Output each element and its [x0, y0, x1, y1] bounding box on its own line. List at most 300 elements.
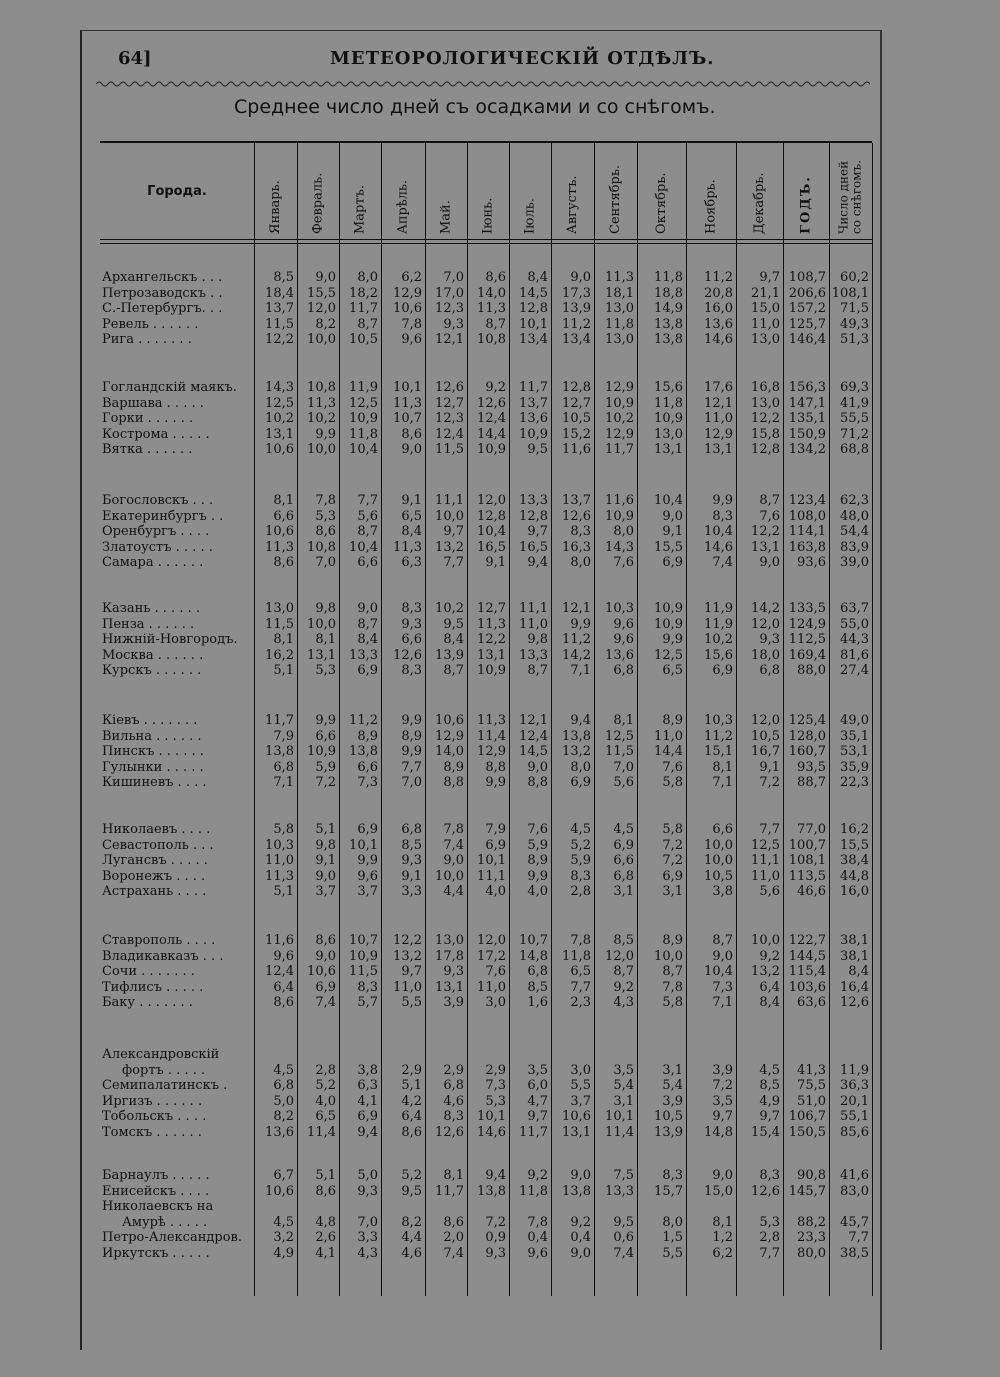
table-cell: 8,0	[357, 270, 378, 285]
table-cell: 10,2	[265, 411, 294, 426]
table-cell: 55,0	[840, 616, 869, 632]
table-cell: 13,1	[654, 442, 683, 457]
table-cell: 13,7	[265, 301, 294, 316]
table-cell: 71,2	[840, 426, 869, 442]
table-cell: 8,3	[401, 601, 422, 616]
table-cell: 10,6	[307, 964, 336, 979]
table-cell: 8,5	[273, 270, 294, 285]
table-cell: 9,6	[527, 1245, 548, 1261]
table-cell: 13,7	[519, 395, 548, 411]
table-cell: 7,7	[759, 822, 780, 837]
table-cell: 11,3	[265, 539, 294, 555]
table-cell: 12,7	[435, 395, 464, 411]
table-cell: 9,3	[443, 964, 464, 979]
table-cell: 6,6	[273, 508, 294, 524]
city-name: Гулынки . . . . .	[102, 759, 204, 775]
table-cell: 6,9	[315, 979, 336, 995]
table-cell: 3,1	[662, 1062, 683, 1078]
table-cell: 8,7	[357, 524, 378, 539]
table-cell: 8,6	[273, 995, 294, 1010]
table-cell: 12,9	[393, 285, 422, 301]
table-cell: 13,8	[265, 744, 294, 759]
table-cell: 3,5	[527, 1062, 548, 1078]
table-cell: 81,6	[840, 647, 869, 663]
table-cell: 11,7	[519, 380, 548, 395]
table-cell: 8,9	[662, 933, 683, 948]
table-cell: 5,1	[315, 1168, 336, 1183]
table-cell: 5,2	[401, 1168, 422, 1183]
table-cell: 0,6	[613, 1230, 634, 1245]
table-cell: 3,9	[443, 995, 464, 1010]
table-cell: 10,0	[435, 508, 464, 524]
table-cell: 6,8	[759, 663, 780, 678]
table-cell: 10,6	[265, 442, 294, 457]
table-cell: 8,6	[273, 555, 294, 570]
table-cell: 12,3	[435, 411, 464, 426]
table-cell: 13,8	[562, 1183, 591, 1199]
table-cell: 12,5	[654, 647, 683, 663]
table-cell: 60,2	[840, 270, 869, 285]
table-cell: 4,5	[570, 822, 591, 837]
table-cell: 6,4	[401, 1109, 422, 1124]
table-cell: 12,9	[605, 380, 634, 395]
table-cell: 17,8	[435, 948, 464, 964]
table-cell: 7,0	[401, 775, 422, 790]
table-cell: 9,7	[527, 1109, 548, 1124]
table-cell: 9,0	[315, 868, 336, 884]
table-cell: 13,8	[654, 332, 683, 347]
table-cell: 2,9	[443, 1062, 464, 1078]
table-cell: 9,3	[357, 1183, 378, 1199]
table-cell: 12,7	[562, 395, 591, 411]
table-cell: 7,0	[443, 270, 464, 285]
table-cell: 12,2	[477, 632, 506, 647]
table-cell: 10,8	[307, 539, 336, 555]
table-cell: 5,5	[401, 995, 422, 1010]
table-cell: 12,6	[435, 380, 464, 395]
table-cell: 9,3	[443, 316, 464, 332]
table-cell: 9,7	[527, 524, 548, 539]
table-cell: 8,7	[527, 663, 548, 678]
table-cell: 10,7	[393, 411, 422, 426]
table-cell: 128,0	[788, 728, 826, 744]
table-cell: 13,1	[435, 979, 464, 995]
table-cell: 12,8	[519, 301, 548, 316]
table-cell: 10,4	[349, 539, 378, 555]
table-cell: 44,3	[840, 632, 869, 647]
table-cell: 51,0	[797, 1093, 826, 1109]
table-cell: 8,3	[357, 979, 378, 995]
table-cell: 10,6	[562, 1109, 591, 1124]
table-cell: 18,4	[265, 285, 294, 301]
table-cell: 10,4	[477, 524, 506, 539]
city-name: Семипалатинскъ .	[102, 1078, 228, 1093]
table-cell: 6,6	[613, 853, 634, 868]
table-cell: 9,0	[712, 948, 733, 964]
table-cell: 6,9	[357, 663, 378, 678]
table-cell: 11,2	[562, 632, 591, 647]
table-cell: 7,7	[443, 555, 464, 570]
table-cell: 11,7	[605, 442, 634, 457]
table-cell: 8,1	[273, 632, 294, 647]
table-cell: 100,7	[788, 837, 826, 853]
table-cell: 88,2	[797, 1214, 826, 1230]
table-cell: 7,3	[357, 775, 378, 790]
table-cell: 12,1	[435, 332, 464, 347]
column-header-4: Апрѣль.	[395, 179, 411, 234]
table-cell: 12,1	[704, 395, 733, 411]
table-cell: 10,6	[265, 1183, 294, 1199]
table-cell: 8,6	[315, 933, 336, 948]
table-cell: 4,0	[315, 1093, 336, 1109]
city-name: Барнаулъ . . . . .	[102, 1168, 210, 1183]
table-cell: 10,5	[704, 868, 733, 884]
table-cell: 7,1	[570, 663, 591, 678]
table-cell: 8,7	[485, 316, 506, 332]
table-cell: 4,6	[401, 1245, 422, 1261]
table-cell: 2,6	[315, 1230, 336, 1245]
table-cell: 3,7	[570, 1093, 591, 1109]
table-cell: 8,6	[443, 1214, 464, 1230]
table-cell: 5,3	[485, 1093, 506, 1109]
city-name: Рига . . . . . . .	[102, 332, 192, 347]
city-name: Кострома . . . . .	[102, 426, 210, 442]
table-cell: 10,4	[654, 493, 683, 508]
table-cell: 10,2	[307, 411, 336, 426]
table-cell: 49,0	[840, 713, 869, 728]
table-cell: 3,2	[273, 1230, 294, 1245]
table-cell: 7,2	[759, 775, 780, 790]
table-cell: 11,0	[519, 616, 548, 632]
table-cell: 7,1	[273, 775, 294, 790]
table-cell: 157,2	[788, 301, 826, 316]
city-name: Оренбургъ . . . .	[102, 524, 210, 539]
table-cell: 3,5	[613, 1062, 634, 1078]
table-cell: 10,9	[654, 601, 683, 616]
city-name: Петрозаводскъ . .	[102, 285, 223, 301]
table-cell: 4,3	[357, 1245, 378, 1261]
table-cell: 11,3	[265, 868, 294, 884]
table-cell: 35,1	[840, 728, 869, 744]
table-cell: 5,1	[273, 663, 294, 678]
table-cell: 7,2	[712, 1078, 733, 1093]
city-name: Казань . . . . . .	[102, 601, 200, 616]
table-cell: 7,4	[443, 1245, 464, 1261]
city-name: Николаевскъ на	[102, 1199, 214, 1214]
table-cell: 13,9	[435, 647, 464, 663]
table-cell: 8,7	[357, 316, 378, 332]
table-cell: 11,6	[265, 933, 294, 948]
column-header-13: ГОДЪ.	[798, 175, 814, 234]
city-name: Екатеринбургъ . .	[102, 508, 224, 524]
table-cell: 113,5	[788, 868, 826, 884]
table-cell: 8,3	[712, 508, 733, 524]
table-cell: 10,8	[477, 332, 506, 347]
table-cell: 4,7	[527, 1093, 548, 1109]
table-cell: 11,0	[477, 979, 506, 995]
table-cell: 8,3	[662, 1168, 683, 1183]
table-cell: 13,4	[519, 332, 548, 347]
table-cell: 15,2	[562, 426, 591, 442]
table-cell: 9,3	[759, 632, 780, 647]
table-cell: 8,7	[613, 964, 634, 979]
table-cell: 11,9	[349, 380, 378, 395]
table-cell: 11,2	[562, 316, 591, 332]
city-name: Тобольскъ . . . .	[102, 1109, 207, 1124]
table-cell: 8,1	[273, 493, 294, 508]
table-cell: 8,0	[662, 1214, 683, 1230]
table-cell: 11,7	[265, 713, 294, 728]
table-cell: 11,0	[704, 411, 733, 426]
table-cell: 13,9	[562, 301, 591, 316]
table-cell: 13,1	[265, 426, 294, 442]
table-cell: 12,8	[562, 380, 591, 395]
header-rule-double	[100, 243, 872, 244]
table-cell: 9,9	[315, 426, 336, 442]
table-cell: 11,9	[704, 616, 733, 632]
table-cell: 13,3	[519, 647, 548, 663]
table-cell: 88,0	[797, 663, 826, 678]
table-cell: 9,7	[759, 270, 780, 285]
table-cell: 10,9	[477, 663, 506, 678]
table-cell: 12,6	[840, 995, 869, 1010]
table-cell: 9,1	[759, 759, 780, 775]
table-cell: 5,9	[527, 837, 548, 853]
table-cell: 12,6	[751, 1183, 780, 1199]
table-cell: 6,6	[712, 822, 733, 837]
table-cell: 9,0	[315, 270, 336, 285]
table-cell: 14,4	[654, 744, 683, 759]
table-cell: 12,5	[265, 395, 294, 411]
table-cell: 13,2	[751, 964, 780, 979]
table-cell: 10,9	[477, 442, 506, 457]
table-cell: 2,8	[759, 1230, 780, 1245]
table-cell: 12,5	[751, 837, 780, 853]
table-cell: 5,3	[759, 1214, 780, 1230]
table-cell: 8,5	[613, 933, 634, 948]
table-cell: 11,3	[393, 395, 422, 411]
table-cell: 13,2	[562, 744, 591, 759]
table-cell: 77,0	[797, 822, 826, 837]
table-cell: 14,5	[519, 285, 548, 301]
table-cell: 38,5	[840, 1245, 869, 1261]
table-cell: 1,5	[662, 1230, 683, 1245]
table-cell: 8,4	[443, 632, 464, 647]
table-cell: 4,8	[315, 1214, 336, 1230]
table-cell: 5,1	[315, 822, 336, 837]
table-cell: 0,4	[570, 1230, 591, 1245]
table-cell: 12,4	[265, 964, 294, 979]
table-cell: 14,0	[435, 744, 464, 759]
table-cell: 93,6	[797, 555, 826, 570]
table-cell: 7,1	[712, 775, 733, 790]
table-cell: 11,0	[654, 728, 683, 744]
table-cell: 7,8	[401, 316, 422, 332]
table-cell: 11,8	[654, 270, 683, 285]
table-cell: 125,7	[788, 316, 826, 332]
table-cell: 6,8	[613, 663, 634, 678]
table-cell: 6,6	[401, 632, 422, 647]
table-cell: 6,8	[443, 1078, 464, 1093]
table-cell: 6,9	[712, 663, 733, 678]
table-cell: 3,1	[613, 1093, 634, 1109]
table-cell: 2,8	[570, 884, 591, 899]
table-cell: 8,4	[527, 270, 548, 285]
table-cell: 41,9	[840, 395, 869, 411]
table-cell: 51,3	[840, 332, 869, 347]
table-cell: 10,1	[393, 380, 422, 395]
table-cell: 7,2	[485, 1214, 506, 1230]
table-cell: 11,6	[605, 493, 634, 508]
city-name: Нижній-Новгородъ.	[102, 632, 238, 647]
table-cell: 7,6	[485, 964, 506, 979]
city-name: Кіевъ . . . . . . .	[102, 713, 198, 728]
table-cell: 13,8	[654, 316, 683, 332]
city-name: Севастополь . . .	[102, 837, 214, 853]
table-cell: 13,3	[519, 493, 548, 508]
table-cell: 27,4	[840, 663, 869, 678]
table-cell: 7,8	[570, 933, 591, 948]
city-name: Гогландскій маякъ.	[102, 380, 237, 395]
table-cell: 3,5	[712, 1093, 733, 1109]
table-cell: 9,4	[485, 1168, 506, 1183]
table-cell: 13,3	[349, 647, 378, 663]
table-cell: 10,6	[265, 524, 294, 539]
table-cell: 10,0	[704, 853, 733, 868]
table-cell: 15,7	[654, 1183, 683, 1199]
table-cell: 8,9	[357, 728, 378, 744]
table-cell: 103,6	[788, 979, 826, 995]
table-cell: 7,8	[662, 979, 683, 995]
table-cell: 16,3	[562, 539, 591, 555]
table-cell: 9,9	[570, 616, 591, 632]
table-cell: 4,5	[759, 1062, 780, 1078]
table-cell: 8,7	[357, 616, 378, 632]
table-cell: 11,4	[605, 1124, 634, 1140]
table-cell: 11,2	[349, 713, 378, 728]
table-cell: 7,8	[443, 822, 464, 837]
table-cell: 12,6	[477, 395, 506, 411]
table-cell: 90,8	[797, 1168, 826, 1183]
table-cell: 9,1	[401, 493, 422, 508]
table-cell: 10,1	[477, 1109, 506, 1124]
table-cell: 7,3	[712, 979, 733, 995]
table-cell: 11,3	[393, 539, 422, 555]
table-cell: 9,9	[315, 713, 336, 728]
table-cell: 15,6	[654, 380, 683, 395]
table-cell: 41,6	[840, 1168, 869, 1183]
table-cell: 10,2	[435, 601, 464, 616]
table-cell: 16,2	[840, 822, 869, 837]
table-cell: 5,6	[357, 508, 378, 524]
city-name: Петро-Александров.	[102, 1230, 242, 1245]
table-cell: 15,5	[654, 539, 683, 555]
table-cell: 14,2	[751, 601, 780, 616]
city-name-continued: Амурѣ . . . . .	[122, 1214, 208, 1230]
city-name: Астрахань . . . .	[102, 884, 207, 899]
table-cell: 10,9	[307, 744, 336, 759]
table-cell: 10,9	[605, 395, 634, 411]
table-cell: 11,4	[307, 1124, 336, 1140]
city-name: Вильна . . . . . .	[102, 728, 202, 744]
table-cell: 2,8	[315, 1062, 336, 1078]
table-cell: 9,7	[401, 964, 422, 979]
table-cell: 10,0	[654, 948, 683, 964]
table-cell: 14,0	[477, 285, 506, 301]
column-rule	[872, 143, 873, 1296]
table-cell: 10,4	[349, 442, 378, 457]
table-cell: 48,0	[840, 508, 869, 524]
table-cell: 0,4	[527, 1230, 548, 1245]
table-cell: 55,1	[840, 1109, 869, 1124]
city-name: Ставрополь . . . .	[102, 933, 216, 948]
table-cell: 10,4	[704, 964, 733, 979]
table-cell: 18,8	[654, 285, 683, 301]
table-cell: 18,2	[349, 285, 378, 301]
table-cell: 41,3	[797, 1062, 826, 1078]
table-cell: 15,0	[704, 1183, 733, 1199]
table-cell: 9,3	[401, 616, 422, 632]
table-cell: 122,7	[788, 933, 826, 948]
table-cell: 15,4	[751, 1124, 780, 1140]
table-cell: 11,0	[265, 853, 294, 868]
page-number: 64]	[118, 48, 152, 69]
table-cell: 8,9	[401, 728, 422, 744]
table-cell: 11,5	[265, 316, 294, 332]
city-name: Иргизъ . . . . . .	[102, 1093, 203, 1109]
table-cell: 10,6	[435, 713, 464, 728]
table-cell: 13,7	[562, 493, 591, 508]
table-cell: 63,7	[840, 601, 869, 616]
table-cell: 13,0	[654, 426, 683, 442]
table-cell: 10,1	[605, 1109, 634, 1124]
city-name: Горки . . . . . .	[102, 411, 194, 426]
table-cell: 4,6	[443, 1093, 464, 1109]
table-cell: 10,8	[307, 380, 336, 395]
table-cell: 11,5	[435, 442, 464, 457]
header-rule	[100, 239, 872, 240]
table-cell: 9,3	[401, 853, 422, 868]
table-cell: 10,3	[704, 713, 733, 728]
table-cell: 8,8	[485, 759, 506, 775]
table-cell: 9,6	[401, 332, 422, 347]
table-cell: 21,1	[751, 285, 780, 301]
table-cell: 46,6	[797, 884, 826, 899]
table-cell: 5,6	[759, 884, 780, 899]
table-cell: 93,5	[797, 759, 826, 775]
table-cell: 9,2	[759, 948, 780, 964]
table-cell: 5,5	[662, 1245, 683, 1261]
table-cell: 9,0	[401, 442, 422, 457]
table-cell: 5,8	[662, 775, 683, 790]
table-cell: 13,0	[751, 332, 780, 347]
table-cell: 17,6	[704, 380, 733, 395]
table-cell: 8,4	[401, 524, 422, 539]
table-cell: 160,7	[788, 744, 826, 759]
city-name: Лугансвъ . . . . .	[102, 853, 208, 868]
city-name: Вятка . . . . . .	[102, 442, 193, 457]
table-cell: 8,6	[401, 426, 422, 442]
table-cell: 11,0	[751, 316, 780, 332]
table-cell: 16,0	[840, 884, 869, 899]
table-cell: 8,1	[712, 1214, 733, 1230]
table-cell: 6,3	[357, 1078, 378, 1093]
table-cell: 4,0	[527, 884, 548, 899]
table-cell: 9,6	[357, 868, 378, 884]
table-cell: 5,4	[662, 1078, 683, 1093]
table-cell: 7,0	[357, 1214, 378, 1230]
table-cell: 3,1	[662, 884, 683, 899]
